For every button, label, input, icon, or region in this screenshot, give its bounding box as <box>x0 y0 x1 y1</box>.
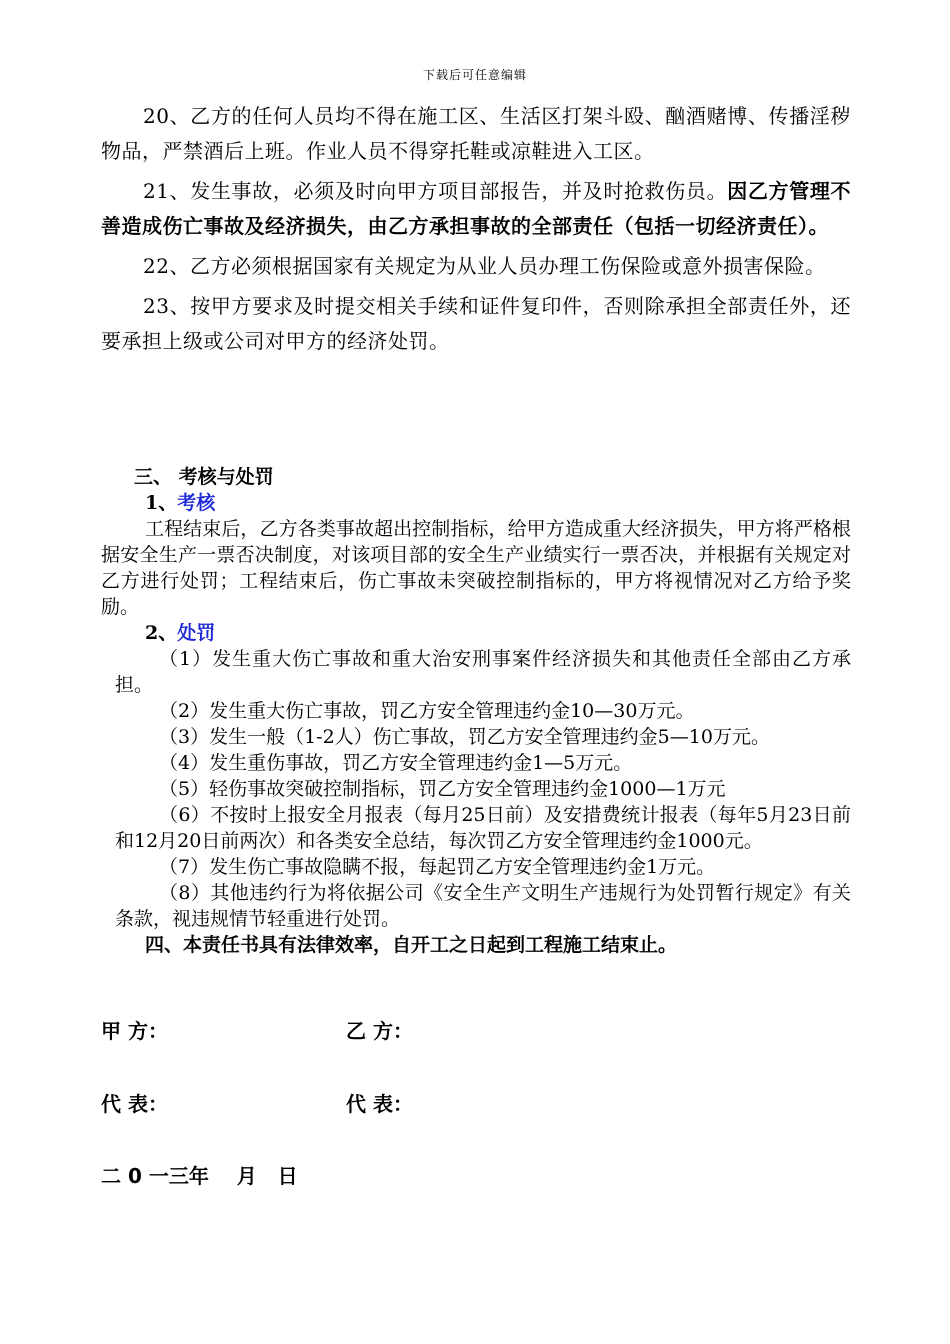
header-note: 下载后可任意编辑 <box>422 68 527 82</box>
section-3-title: 三、 考核与处罚 <box>134 466 274 488</box>
sub1-number: 1、 <box>145 492 178 514</box>
rep-a-label: 代 表： <box>101 1092 168 1116</box>
penalty-item: （4）发生重伤事故，罚乙方安全管理违约金1—5万元。 <box>159 752 633 774</box>
sub2-label: 处罚 <box>177 622 216 644</box>
penalty-list <box>101 646 851 932</box>
penalty-item: （1）发生重大伤亡事故和重大治安刑事案件经济损失和其他责任全部由乙方承担。 <box>115 648 851 696</box>
clause-21-text: 21、发生事故，必须及时向甲方项目部报告，并及时抢救伤员。 <box>143 179 728 203</box>
subsection-penalty <box>101 620 851 646</box>
clause-20: 20、乙方的任何人员均不得在施工区、生活区打架斗殴、酗酒赌博、传播淫秽物品，严禁酒后上班。作业人员不得穿托鞋或凉鞋进入工区。 <box>101 104 851 163</box>
section-4-text: 四、本责任书具有法律效率，自开工之日起到工程施工结束止。 <box>145 934 678 956</box>
clause-22: 22、乙方必须根据国家有关规定为从业人员办理工伤保险或意外损害保险。 <box>143 254 826 278</box>
penalty-item: （5）轻伤事故突破控制指标，罚乙方安全管理违约金1000—1万元 <box>159 778 726 800</box>
party-a-label: 甲 方： <box>101 1019 168 1043</box>
clauses-block <box>101 99 851 359</box>
clause-21-bold: 因乙方管理不善造成伤亡事故及经济损失，由乙方承担事故的全部责任（包括一切经济责任）。 <box>101 179 851 238</box>
clause-23: 23、按甲方要求及时提交相关手续和证件复印件，否则除承担全部责任外，还要承担上级或公司对甲方的经济处罚。 <box>101 294 851 353</box>
penalty-item: （2）发生重大伤亡事故，罚乙方安全管理违约金10—30万元。 <box>159 700 695 722</box>
sub1-label: 考核 <box>177 492 216 514</box>
penalty-item: （7）发生伤亡事故隐瞒不报，每起罚乙方安全管理违约金1万元。 <box>159 856 716 878</box>
clause-21 <box>101 174 851 244</box>
date-line: 二 0 一三年 月 日 <box>101 1164 298 1188</box>
assessment-text: 工程结束后，乙方各类事故超出控制指标，给甲方造成重大经济损失，甲方将严格根据安全生产一票否决制度，对该项目部的安全生产业绩实行一票否决，并根据有关规定对乙方进行处罚；工程结束后，伤亡事故未突破控制指标的，甲方将视情况对乙方给予奖励。 <box>101 518 851 618</box>
penalty-item: （8）其他违约行为将依据公司《安全生产文明生产违规行为处罚暂行规定》有关条款，视违规情节轻重进行处罚。 <box>115 882 851 930</box>
rep-b-label: 代 表： <box>346 1092 413 1116</box>
penalty-item: （3）发生一般（1-2人）伤亡事故，罚乙方安全管理违约金5—10万元。 <box>159 726 770 748</box>
section-3 <box>101 464 851 958</box>
sub2-number: 2、 <box>145 622 178 644</box>
subsection-assessment <box>101 490 851 516</box>
penalty-item: （6）不按时上报安全月报表（每月25日前）及安措费统计报表（每年5月23日前和12月20日前两次）和各类安全总结，每次罚乙方安全管理违约金1000元。 <box>115 804 851 852</box>
party-b-label: 乙 方： <box>346 1019 413 1043</box>
